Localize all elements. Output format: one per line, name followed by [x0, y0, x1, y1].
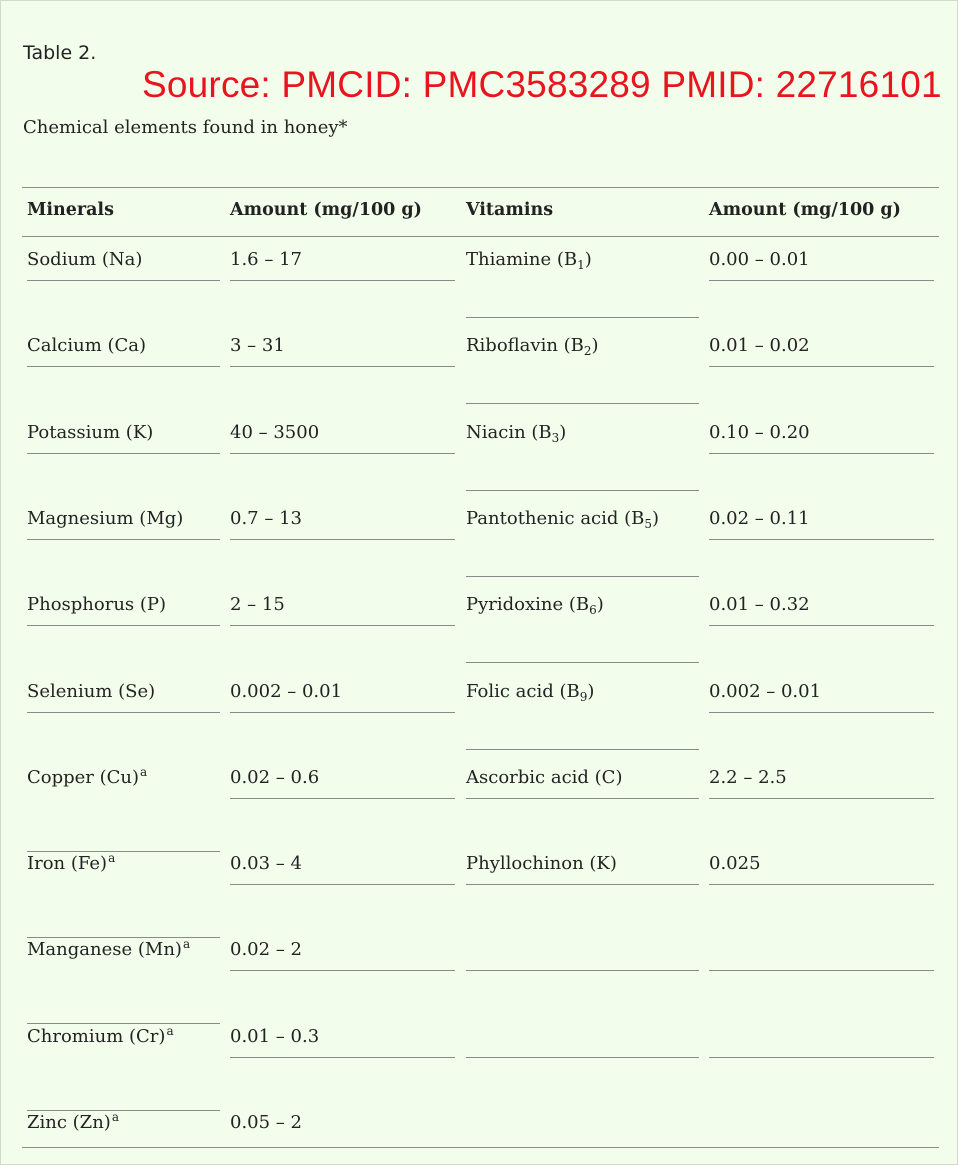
mineral-amount-cell — [230, 927, 455, 971]
vitamin-amount-cell — [709, 755, 934, 799]
table-bottom-rule — [22, 1147, 939, 1148]
vitamin-name: Pantothenic acid (B — [466, 507, 645, 529]
vitamin-subscript: 3 — [551, 430, 560, 445]
mineral-name-cell — [27, 841, 220, 938]
vitamin-name-cell — [466, 669, 699, 750]
mineral-amount: 2 – 15 — [230, 594, 285, 616]
mineral-amount: 0.002 – 0.01 — [230, 680, 343, 702]
mineral-amount-cell — [230, 755, 455, 799]
mineral-name-cell — [27, 927, 220, 1024]
footnote-marker: a — [111, 1110, 119, 1124]
mineral-name-cell — [27, 323, 220, 367]
mineral-name: Copper (Cu) — [27, 766, 140, 788]
mineral-name-cell — [27, 1100, 220, 1144]
vitamin-name: Thiamine (B — [466, 249, 578, 270]
vitamin-name-cell — [466, 755, 699, 799]
vitamin-name: Ascorbic acid (C) — [466, 766, 623, 788]
vitamin-name-cell — [466, 237, 699, 318]
header-vitamin-amount: Amount (mg/100 g) — [709, 200, 901, 220]
vitamin-amount: 0.10 – 0.20 — [709, 421, 810, 443]
mineral-name-cell — [27, 582, 220, 626]
vitamin-amount: 0.02 – 0.11 — [709, 507, 810, 529]
vitamin-subscript: 6 — [589, 603, 597, 618]
vitamin-amount-cell — [709, 669, 934, 713]
mineral-amount: 0.05 – 2 — [230, 1112, 302, 1133]
vitamin-amount-cell — [709, 496, 934, 540]
mineral-name-cell — [27, 237, 220, 281]
mineral-name-cell — [27, 1014, 220, 1111]
vitamin-subscript: 5 — [644, 516, 653, 531]
mineral-name: Manganese (Mn) — [27, 939, 182, 961]
mineral-amount-cell — [230, 1014, 455, 1058]
table-top-rule — [22, 187, 939, 188]
header-mineral-amount: Amount (mg/100 g) — [230, 200, 422, 220]
table-label: Table 2. — [23, 42, 97, 64]
mineral-name-cell — [27, 669, 220, 713]
mineral-name: Calcium (Ca) — [27, 335, 147, 357]
vitamin-amount-cell — [709, 582, 934, 626]
header-vitamins: Vitamins — [466, 200, 554, 220]
mineral-name-cell — [27, 496, 220, 540]
mineral-amount: 0.02 – 0.6 — [230, 766, 320, 788]
header-minerals: Minerals — [27, 200, 114, 220]
mineral-name-cell — [27, 410, 220, 454]
vitamin-amount: 2.2 – 2.5 — [709, 766, 787, 788]
mineral-name: Selenium (Se) — [27, 680, 156, 702]
mineral-name: Phosphorus (P) — [27, 594, 167, 616]
vitamin-amount: 0.01 – 0.02 — [709, 335, 810, 357]
vitamin-name-cell — [466, 496, 699, 577]
footnote-marker: a — [140, 764, 148, 779]
vitamin-amount-cell — [709, 841, 934, 885]
footnote-marker: a — [182, 937, 191, 952]
mineral-name-cell — [27, 755, 220, 852]
mineral-amount: 1.6 – 17 — [230, 249, 302, 270]
footnote-marker: a — [166, 1023, 174, 1038]
mineral-amount: 0.7 – 13 — [230, 507, 302, 529]
vitamin-amount-cell — [709, 323, 934, 367]
vitamin-amount: 0.025 — [709, 853, 761, 875]
mineral-name: Chromium (Cr) — [27, 1025, 166, 1047]
mineral-amount-cell — [230, 669, 455, 713]
vitamin-name-close: ) — [596, 594, 604, 616]
vitamin-name-cell — [466, 323, 699, 404]
mineral-name: Magnesium (Mg) — [27, 507, 184, 529]
mineral-amount-cell — [230, 323, 455, 367]
vitamin-name: Riboflavin (B — [466, 335, 584, 357]
vitamin-name-cell — [466, 410, 699, 491]
mineral-name: Iron (Fe) — [27, 853, 108, 875]
vitamin-name-close: ) — [584, 249, 592, 270]
vitamin-name-close: ) — [652, 507, 660, 529]
vitamin-name-close: ) — [587, 680, 595, 702]
table-caption: Chemical elements found in honey* — [23, 117, 348, 138]
mineral-amount-cell — [230, 582, 455, 626]
mineral-amount-cell — [230, 496, 455, 540]
vitamin-subscript: 2 — [583, 344, 592, 359]
mineral-amount-cell — [230, 1100, 455, 1144]
vitamin-amount: 0.01 – 0.32 — [709, 594, 810, 616]
source-overlay: Source: PMCID: PMC3583289 PMID: 22716101 — [142, 64, 942, 105]
vitamin-name: Pyridoxine (B — [466, 594, 590, 616]
vitamin-amount-cell — [709, 237, 934, 281]
vitamin-name-close: ) — [559, 421, 567, 443]
vitamin-amount: 0.00 – 0.01 — [709, 249, 810, 270]
mineral-amount-cell — [230, 237, 455, 281]
mineral-name: Zinc (Zn) — [27, 1112, 111, 1133]
mineral-amount: 0.03 – 4 — [230, 853, 302, 875]
vitamin-empty-cell — [466, 1014, 699, 1058]
vitamin-subscript: 1 — [577, 258, 585, 272]
mineral-amount: 3 – 31 — [230, 335, 285, 357]
vitamin-amount-empty-cell — [709, 1014, 934, 1058]
vitamin-empty-cell — [466, 927, 699, 971]
mineral-name: Sodium (Na) — [27, 249, 143, 270]
footnote-marker: a — [108, 851, 116, 866]
mineral-amount-cell — [230, 410, 455, 454]
mineral-amount: 0.01 – 0.3 — [230, 1025, 320, 1047]
vitamin-amount-empty-cell — [709, 927, 934, 971]
mineral-amount-cell — [230, 841, 455, 885]
vitamin-subscript: 9 — [579, 689, 588, 704]
vitamin-name-cell — [466, 582, 699, 663]
mineral-name: Potassium (K) — [27, 421, 154, 443]
mineral-amount: 40 – 3500 — [230, 421, 320, 443]
vitamin-name: Niacin (B — [466, 421, 552, 443]
vitamin-name-close: ) — [591, 335, 599, 357]
mineral-amount: 0.02 – 2 — [230, 939, 302, 961]
vitamin-amount: 0.002 – 0.01 — [709, 680, 822, 702]
vitamin-name-cell — [466, 841, 699, 885]
vitamin-name: Phyllochinon (K) — [466, 853, 617, 875]
vitamin-amount-cell — [709, 410, 934, 454]
vitamin-name: Folic acid (B — [466, 680, 580, 702]
